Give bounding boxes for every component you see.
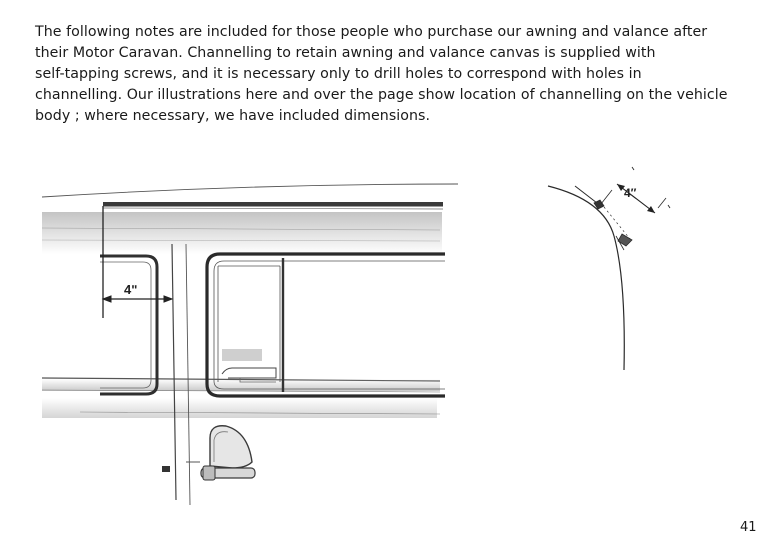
van-side-drawing	[42, 184, 458, 505]
intro-line-4: channelling. Our illustrations here and over the page show location of channelling on the vehicle	[35, 87, 728, 103]
detail-dimension-label: 4″	[624, 186, 637, 200]
intro-line-5: body ; where necessary, we have included dimensions.	[35, 108, 431, 124]
awning-channel-rail	[103, 202, 443, 207]
intro-line-2: their Motor Caravan. Channelling to retain awning and valance canvas is supplied with	[35, 45, 656, 61]
page-number: 41	[740, 520, 757, 535]
side-dimension-label: 4ʺ	[124, 282, 138, 297]
intro-line-3: self-tapping screws, and it is necessary only to drill holes to correspond with holes in	[35, 66, 642, 82]
roof-detail-drawing	[548, 167, 670, 370]
intro-line-1: The following notes are included for those people who purchase our awning and valance after	[35, 24, 708, 40]
